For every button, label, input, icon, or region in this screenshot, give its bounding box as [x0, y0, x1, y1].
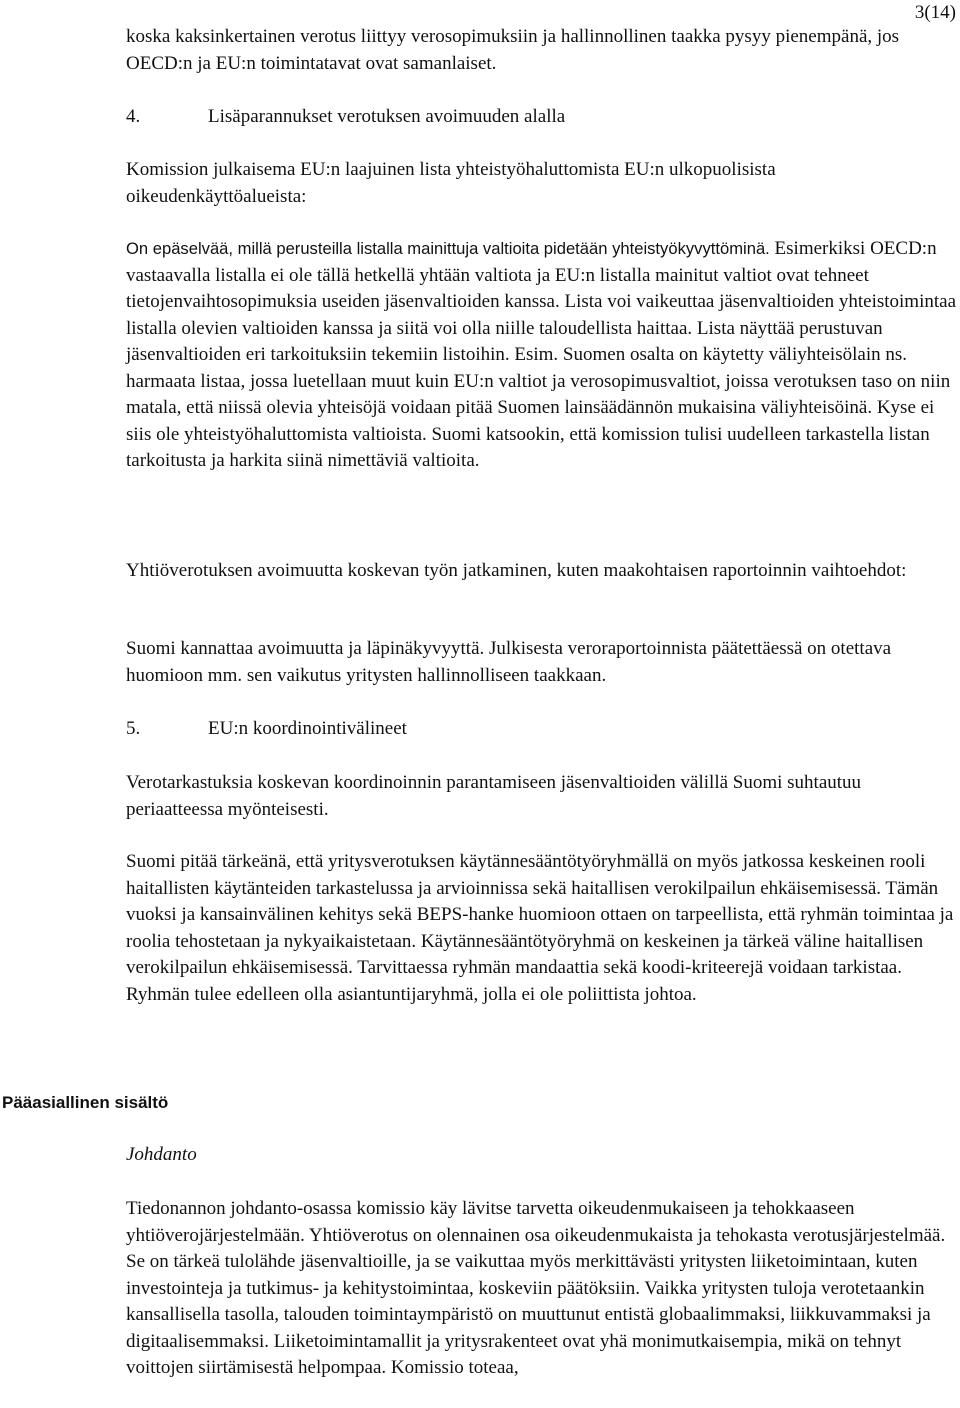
- openness-work-paragraph: Yhtiöverotuksen avoimuutta koskevan työn jatkaminen, kuten maakohtaisen raportoinnin vaihtoehdot:: [126, 560, 907, 581]
- audit-coordination-paragraph: Verotarkastuksia koskevan koordinoinnin parantamiseen jäsenvaltioiden välillä Suomi suhtautuu periaatteessa myönteisesti.: [126, 772, 862, 820]
- section-5-number: 5.: [126, 718, 141, 739]
- commission-list-paragraph: Komission julkaisema EU:n laajuinen lista yhteistyöhaluttomista EU:n ulkopuolisista oikeudenkäyttöalueista:: [126, 159, 776, 207]
- unclear-criteria-body: Esimerkiksi OECD:n vastaavalla listalla ei ole tällä hetkellä yhtään valtiota ja EU:n listalla mainitut valtiot ovat tehneet tietojenvaihtosopimuksia useiden jäsenvaltioiden kanssa. Lista voi vaikeuttaa jäsenvaltioiden yhteistoimintaa listalla olevien valtioiden kanssa ja siitä voi olla niille taloudellista haittaa. Lista näyttää perustuvan jäsenvaltioiden eri tarkoituksiin tekemiin listoihin. Esim. Suomen osalta on käytetty väliyhteisölain ns. harmaata listaa, jossa luetellaan muut kuin EU:n valtiot ja verosopimusvaltiot, joissa verotuksen taso on niin matala, että niissä olevia yhteisöjä voidaan pitää Suomen lainsäädännön mukaisina väliyhteisöinä. Kyse ei siis ole yhteistyöhaluttomista valtioista. Suomi katsookin, että komission tulisi uudelleen tarkastella listan tarkoitusta ja harkita siinä nimettäviä valtioita.: [126, 238, 956, 471]
- section-4-number: 4.: [126, 106, 141, 127]
- section-5-heading: [126, 716, 407, 742]
- section-4-title: Lisäparannukset verotuksen avoimuuden alalla: [208, 106, 566, 127]
- unclear-criteria-lead: On epäselvää, millä perusteilla listalla mainittuja valtioita pidetään yhteistyökyvyttöminä.: [126, 239, 770, 258]
- intro-subheading: Johdanto: [126, 1144, 197, 1165]
- introduction-paragraph: Tiedonannon johdanto-osassa komissio käy lävitse tarvetta oikeudenmukaiseen ja tehokkaaseen yhtiöverojärjestelmään. Yhtiöverotus on olennainen osa oikeudenmukaista ja tehokasta verotusjärjestelmää. Se on tärkeä tulolähde jäsenvaltioille, ja se vaikuttaa myös merkittävästi yritysten liiketoimintaan, kuten investointeja ja tutkimus- ja kehitystoimintaa, koskeviin päätöksiin. Vaikka yritysten tuloja verotetaankin kansallisella tasolla, talouden toimintaympäristö on muuttunut entistä globaalimmaksi, liikkuvammaksi ja digitaalisemmaksi. Liiketoimintamallit ja yritysrakenteet ovat yhä monimutkaisempia, mikä on tehnyt voittojen siirtämisestä helpompaa. Komissio toteaa,: [126, 1198, 946, 1378]
- unclear-criteria-paragraph: [126, 236, 956, 475]
- intro-continuation-paragraph: koska kaksinkertainen verotus liittyy verosopimuksiin ja hallinnollinen taakka pysyy pienempänä, jos OECD:n ja EU:n toimintatavat ovat samanlaiset.: [126, 26, 900, 74]
- section-5-title: EU:n koordinointivälineet: [208, 718, 407, 739]
- finland-supports-paragraph: Suomi kannattaa avoimuutta ja läpinäkyvyyttä. Julkisesta veroraportoinnista päätettäessä on otettava huomioon mm. sen vaikutus yritysten hallinnolliseen taakkaan.: [126, 638, 892, 686]
- code-of-conduct-paragraph: Suomi pitää tärkeänä, että yritysverotuksen käytännesääntötyöryhmällä on myös jatkossa keskeinen rooli haitallisten käytänteiden tarkastelussa ja arvioinnissa sekä haitallisen verokilpailun ehkäisemisessä. Tämän vuoksi ja kansainvälinen kehitys sekä BEPS-hanke huomioon ottaen on tarpeellista, että ryhmän toimintaa ja roolia tehostetaan ja nykyaikaistetaan. Käytännesääntötyöryhmä on keskeinen ja tärkeä väline haitallisen verokilpailun ehkäisemisessä. Tarvittaessa ryhmän mandaattia sekä koodi-kriteerejä voidaan tarkistaa. Ryhmän tulee edelleen olla asiantuntijaryhmä, jolla ei ole poliittista johtoa.: [126, 851, 954, 1005]
- page-number: 3(14): [914, 2, 956, 23]
- section-4-heading: [126, 104, 565, 130]
- main-content-side-heading: Pääasiallinen sisältö: [2, 1093, 169, 1112]
